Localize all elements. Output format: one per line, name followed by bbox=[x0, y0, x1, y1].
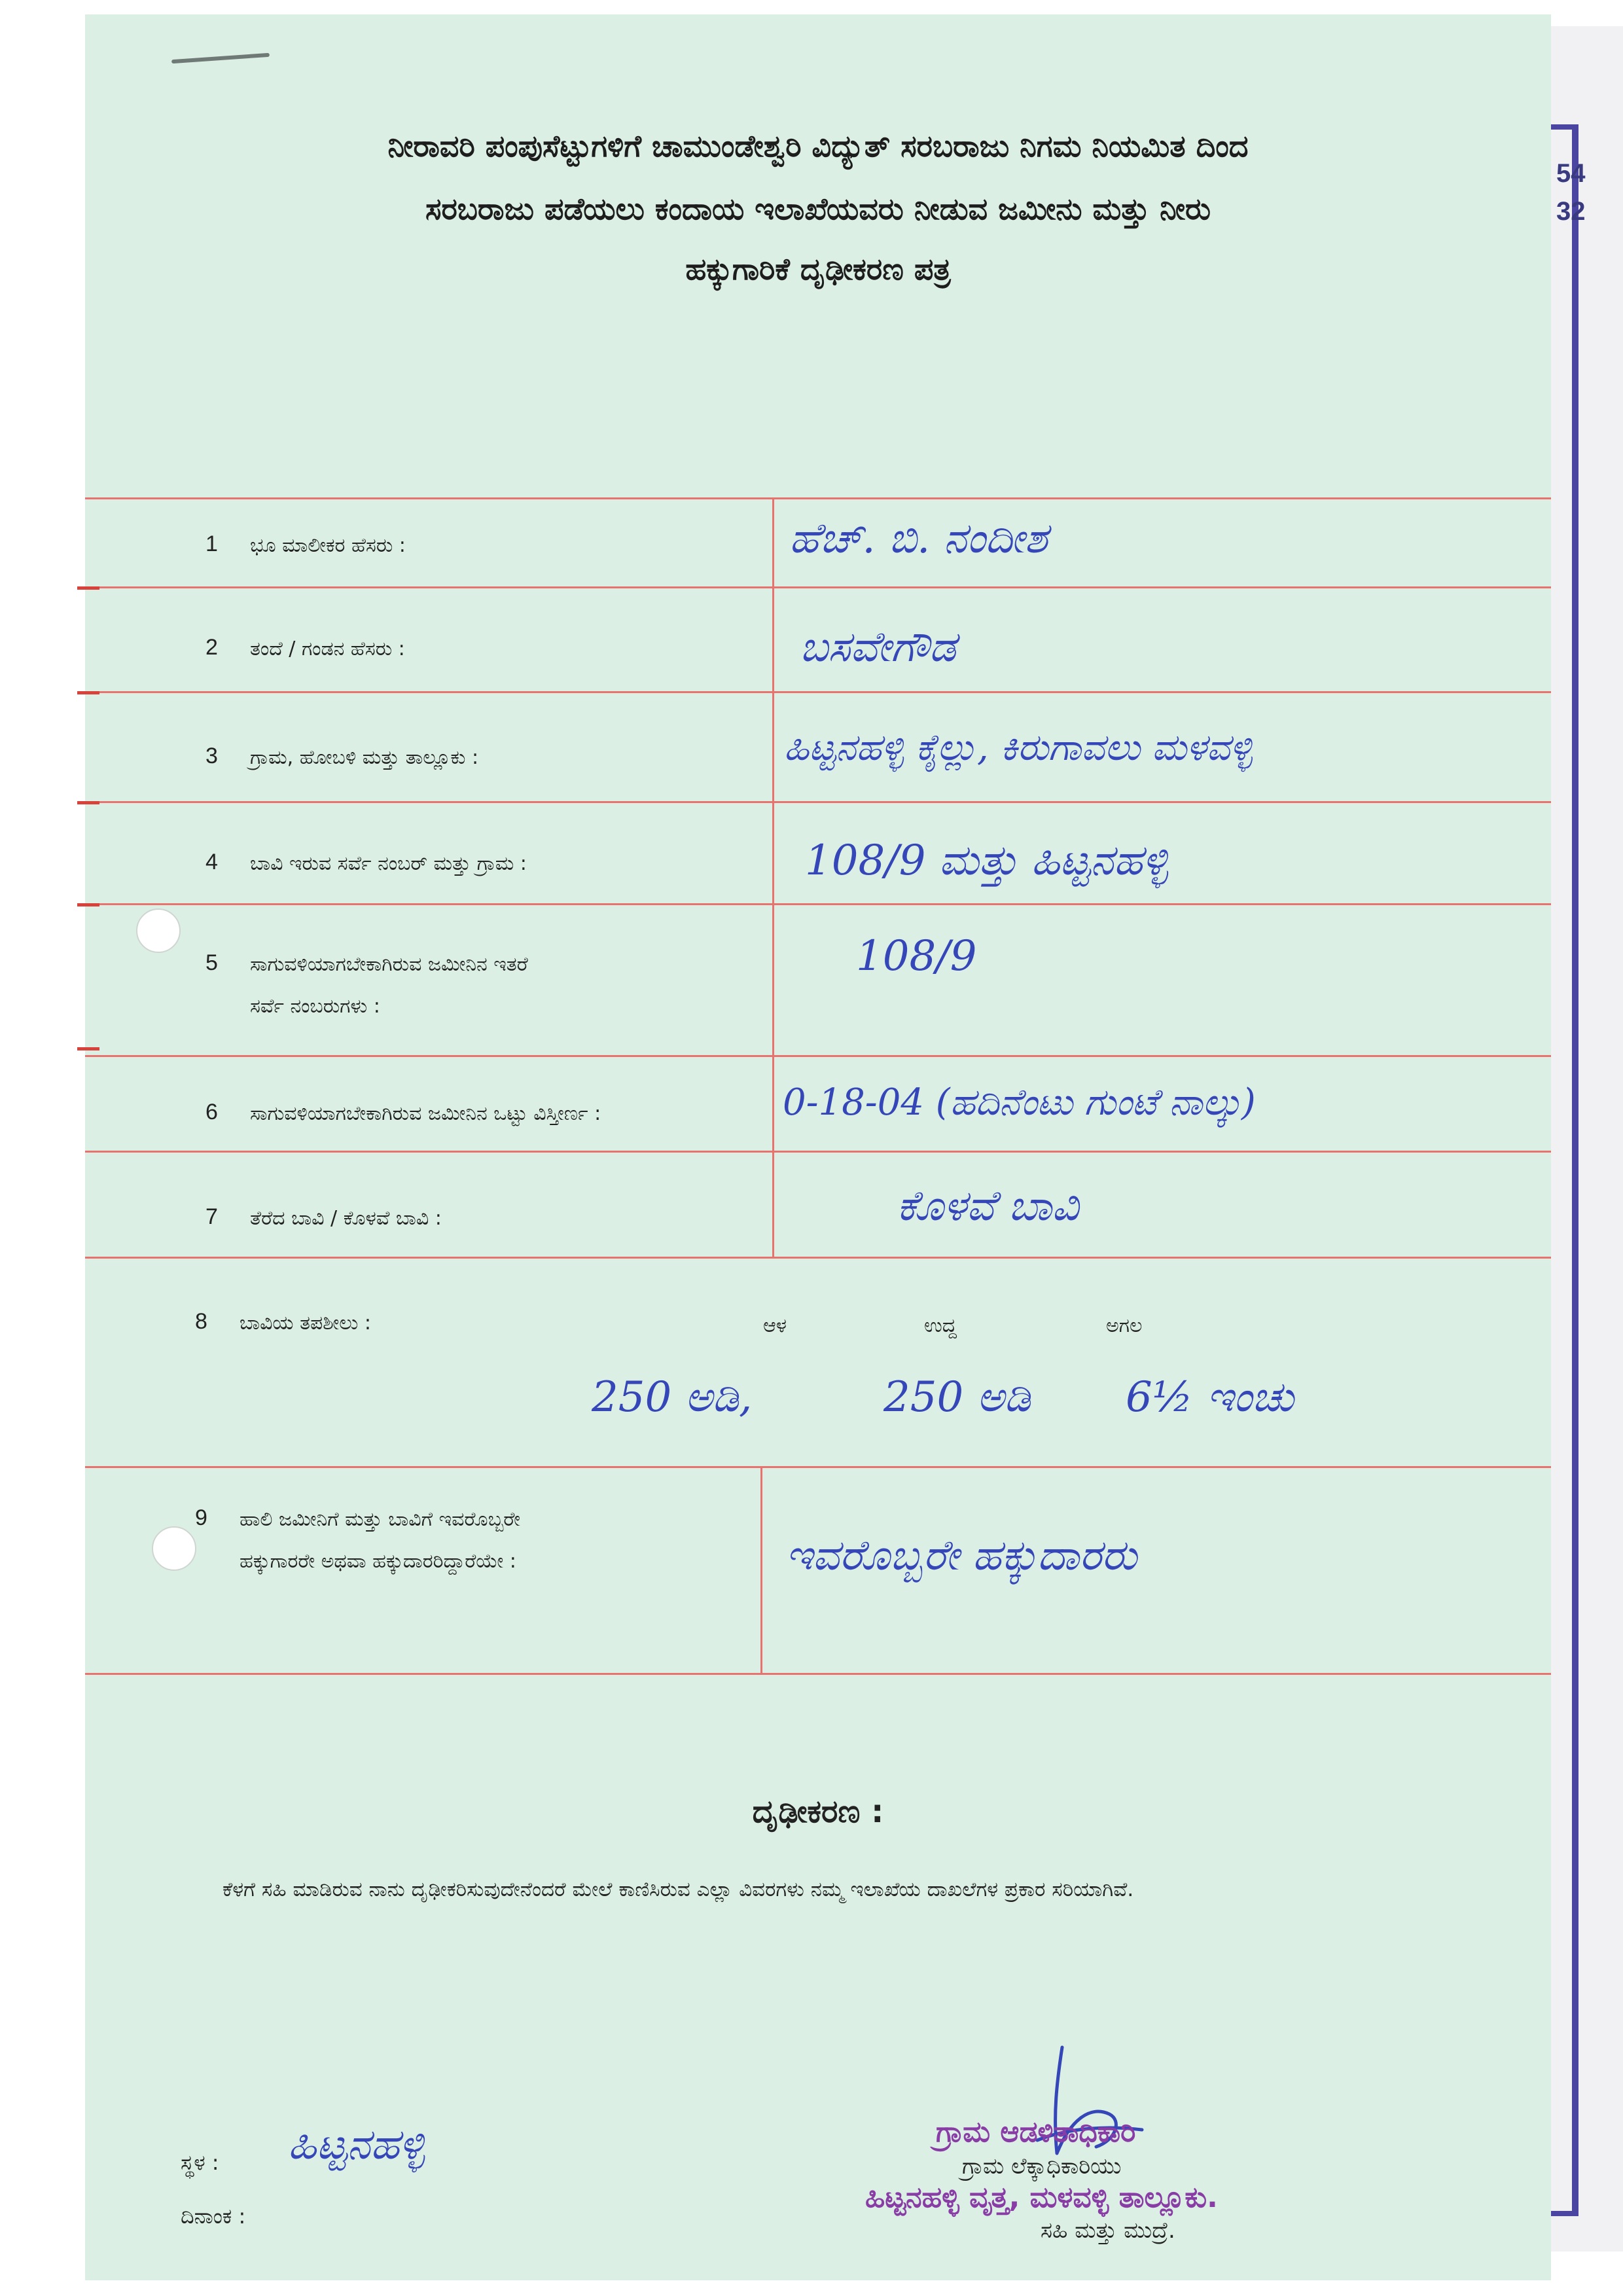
row-label: ಗ್ರಾಮ, ಹೋಬಳಿ ಮತ್ತು ತಾಲ್ಲೂಕು : bbox=[250, 746, 479, 769]
table-rule-3 bbox=[85, 801, 1551, 803]
row-number: 8 bbox=[195, 1309, 207, 1334]
date-label: ದಿನಾಂಕ : bbox=[181, 2204, 246, 2229]
margin-mark bbox=[77, 801, 99, 804]
row-label-continued: ಹಕ್ಕುಗಾರರೇ ಅಥವಾ ಹಕ್ಕುದಾರರಿದ್ದಾರೆಯೇ : bbox=[240, 1550, 516, 1573]
table-rule-4 bbox=[85, 903, 1551, 905]
row-number: 3 bbox=[205, 744, 218, 768]
table-rule-1 bbox=[85, 586, 1551, 588]
margin-mark bbox=[77, 586, 99, 590]
row-label: ಹಾಲಿ ಜಮೀನಿಗೆ ಮತ್ತು ಬಾವಿಗೆ ಇವರೊಬ್ಬರೇ bbox=[240, 1508, 521, 1531]
row-label: ಭೂ ಮಾಲೀಕರ ಹೆಸರು : bbox=[250, 534, 406, 557]
certification-title: ದೃಢೀಕರಣ : bbox=[752, 1793, 884, 1830]
underlying-document-digits: 54 32 bbox=[1556, 159, 1586, 226]
well-length-value: 250 ಅಡಿ bbox=[883, 1373, 1031, 1422]
row-number: 7 bbox=[205, 1204, 218, 1229]
well-width-header: ಅಗಲ bbox=[1106, 1314, 1143, 1337]
certificate-sheet bbox=[85, 14, 1551, 2280]
row-number: 5 bbox=[205, 950, 218, 975]
table-divider-lower bbox=[760, 1466, 762, 1673]
row-label: ತಂದೆ / ಗಂಡನ ಹೆಸರು : bbox=[250, 637, 405, 660]
row-value: ಬಸವೇಗೌಡ bbox=[800, 623, 956, 672]
table-rule-6 bbox=[85, 1151, 1551, 1153]
row-label-continued: ಸರ್ವೆ ನಂಬರುಗಳು : bbox=[250, 995, 380, 1018]
row-label: ಬಾವಿ ಇರುವ ಸರ್ವೆ ನಂಬರ್ ಮತ್ತು ಗ್ರಾಮ : bbox=[250, 852, 527, 875]
table-divider-upper bbox=[772, 497, 774, 1257]
row-label: ಸಾಗುವಳಿಯಾಗಬೇಕಾಗಿರುವ ಜಮೀನಿನ ಇತರೆ bbox=[250, 953, 528, 976]
well-depth-value: 250 ಅಡಿ, bbox=[592, 1373, 753, 1422]
row-number: 6 bbox=[205, 1100, 218, 1124]
row-number: 9 bbox=[195, 1505, 207, 1530]
margin-mark bbox=[77, 691, 99, 694]
row-number: 2 bbox=[205, 635, 218, 660]
table-rule-7 bbox=[85, 1257, 1551, 1259]
well-width-value: 6½ ಇಂಚು bbox=[1126, 1373, 1294, 1422]
row-value: ಇವರೊಬ್ಬರೇ ಹಕ್ಕುದಾರರು bbox=[785, 1532, 1137, 1580]
row-number: 4 bbox=[205, 850, 218, 874]
punch-hole bbox=[152, 1526, 196, 1571]
officer-printed-line-1: ಗ್ರಾಮ ಲೆಕ್ಕಾಧಿಕಾರಿಯು bbox=[962, 2153, 1122, 2179]
margin-mark bbox=[77, 903, 99, 906]
row-label: ಸಾಗುವಳಿಯಾಗಬೇಕಾಗಿರುವ ಜಮೀನಿನ ಒಟ್ಟು ವಿಸ್ತೀರ್ಣ : bbox=[250, 1102, 601, 1125]
row-value: ಹಿಟ್ಟನಹಳ್ಳಿ ಕೈಲ್ಲು, ಕಿರುಗಾವಲು ಮಳವಳ್ಳಿ bbox=[784, 726, 1253, 769]
row-value: ಕೊಳವೆ ಬಾವಿ bbox=[897, 1182, 1079, 1230]
officer-stamp-line-2: ಹಿಟ್ಟನಹಳ್ಳಿ ವೃತ್ತ, ಮಳವಳ್ಳಿ ತಾಲ್ಲೂಕು. bbox=[865, 2181, 1218, 2214]
title-line-1: ನೀರಾವರಿ ಪಂಪುಸೆಟ್ಟುಗಳಿಗೆ ಚಾಮುಂಡೇಶ್ವರಿ ವಿದ್ಯುತ್ ಸರಬರಾಜು ನಿಗಮ ನಿಯಮಿತ ದಿಂದ bbox=[387, 128, 1249, 164]
certification-text: ಕೆಳಗೆ ಸಹಿ ಮಾಡಿರುವ ನಾನು ದೃಢೀಕರಿಸುವುದೇನೆಂದರೆ ಮೇಲೆ ಕಾಣಿಸಿರುವ ಎಲ್ಲಾ ವಿವರಗಳು ನಮ್ಮ ಇಲಾಖೆಯ ದಾಖಲೆಗಳ ಪ್ರಕಾರ ಸರಿಯಾಗಿವೆ. bbox=[223, 1878, 1134, 1901]
punch-hole bbox=[136, 908, 181, 953]
title-line-2: ಸರಬರಾಜು ಪಡೆಯಲು ಕಂದಾಯ ಇಲಾಖೆಯವರು ನೀಡುವ ಜಮೀನು ಮತ್ತು ನೀರು bbox=[425, 191, 1211, 226]
row-value: 108/9 bbox=[856, 932, 977, 980]
table-rule-5 bbox=[85, 1055, 1551, 1057]
title-line-3: ಹಕ್ಕುಗಾರಿಕೆ ದೃಢೀಕರಣ ಪತ್ರ bbox=[685, 251, 951, 287]
row-value: 108/9 ಮತ್ತು ಹಿಟ್ಟನಹಳ್ಳಿ bbox=[805, 836, 1168, 885]
well-depth-header: ಆಳ bbox=[763, 1314, 787, 1337]
table-rule-9 bbox=[85, 1673, 1551, 1675]
table-rule-8 bbox=[85, 1466, 1551, 1468]
well-length-header: ಉದ್ದ bbox=[924, 1314, 957, 1337]
row-value: 0-18-04 (ಹದಿನೆಂಟು ಗುಂಟೆ ನಾಲ್ಕು) bbox=[783, 1081, 1256, 1124]
place-label: ಸ್ಥಳ : bbox=[181, 2150, 219, 2175]
officer-stamp-line-1: ಗ್ರಾಮ ಆಡಳಿತಾಧಿಕಾರಿ bbox=[936, 2115, 1136, 2149]
row-number: 1 bbox=[205, 531, 218, 556]
table-rule-2 bbox=[85, 691, 1551, 693]
place-value: ಹಿಟ್ಟನಹಳ್ಳಿ bbox=[288, 2121, 425, 2169]
row-value: ಹೆಚ್. ಬಿ. ನಂದೀಶ bbox=[789, 514, 1048, 563]
row-label: ಬಾವಿಯ ತಪಶೀಲು : bbox=[240, 1312, 371, 1335]
row-label: ತೆರೆದ ಬಾವಿ / ಕೊಳವೆ ಬಾವಿ : bbox=[250, 1207, 442, 1230]
officer-printed-line-2: ಸಹಿ ಮತ್ತು ಮುದ್ರೆ. bbox=[1041, 2217, 1175, 2244]
table-rule-0 bbox=[85, 497, 1551, 499]
margin-mark bbox=[77, 1047, 99, 1050]
